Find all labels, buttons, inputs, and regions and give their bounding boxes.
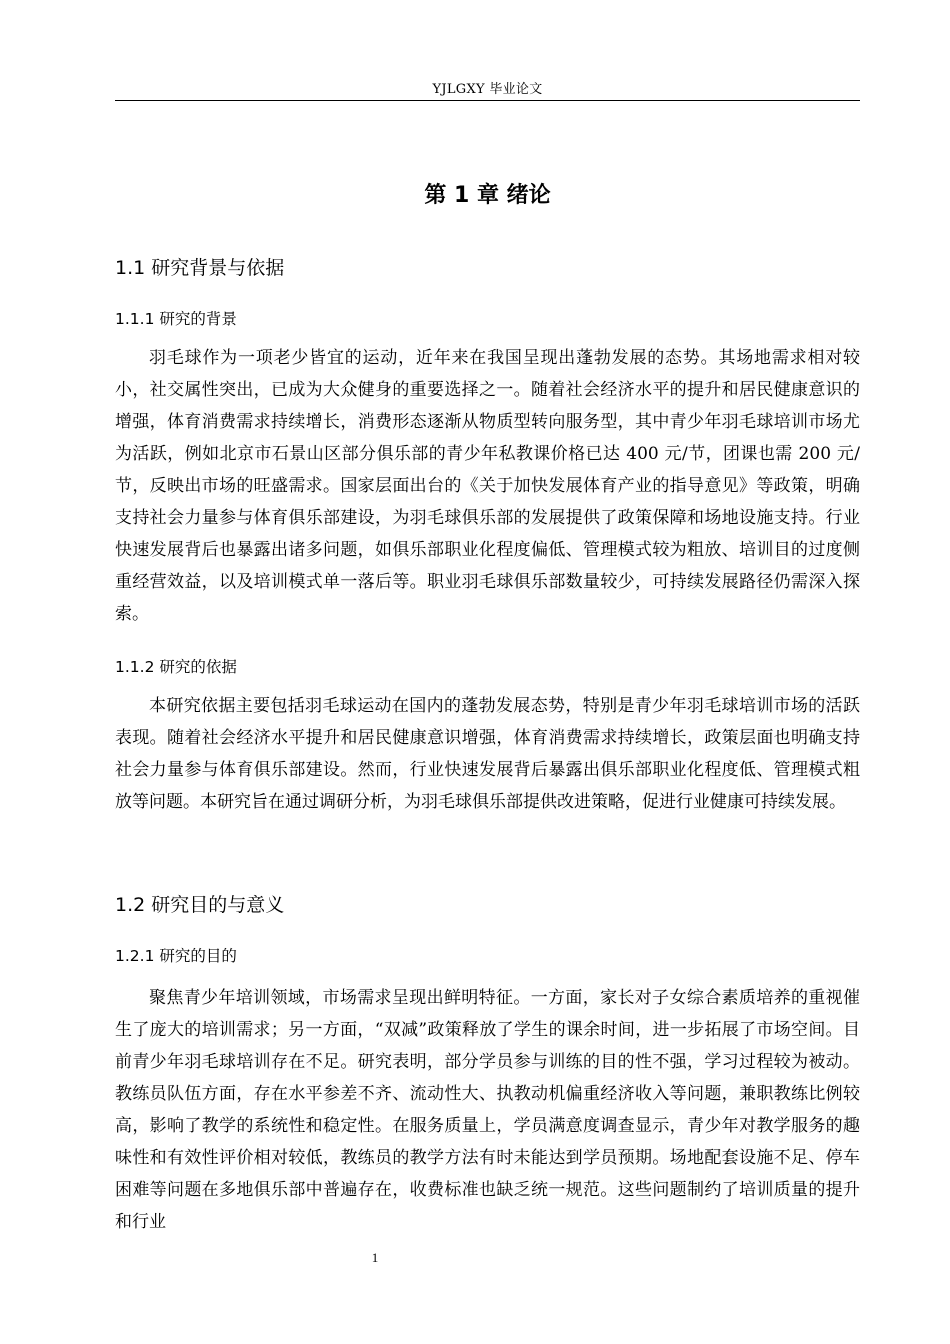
- subsection-heading-1-1-1: 1.1.1 研究的背景: [115, 310, 237, 328]
- header-divider: [115, 100, 860, 101]
- subsection-heading-1-1-2: 1.1.2 研究的依据: [115, 658, 237, 676]
- subsection-heading-1-2-1: 1.2.1 研究的目的: [115, 947, 237, 965]
- paragraph-basis: 本研究依据主要包括羽毛球运动在国内的蓬勃发展态势，特别是青少年羽毛球培训市场的活跃表现。随着社会经济水平提升和居民健康意识增强，体育消费需求持续增长，政策层面也明确支持社会力量参与体育俱乐部建设。然而，行业快速发展背后暴露出俱乐部职业化程度低、管理模式粗放等问题。本研究旨在通过调研分析，为羽毛球俱乐部提供改进策略，促进行业健康可持续发展。: [115, 696, 860, 812]
- page-number: 1: [371, 1250, 379, 1265]
- chapter-title: 第 1 章 绪论: [424, 183, 551, 208]
- paragraph-background: 羽毛球作为一项老少皆宜的运动，近年来在我国呈现出蓬勃发展的态势。其场地需求相对较小，社交属性突出，已成为大众健身的重要选择之一。随着社会经济水平的提升和居民健康意识的增强，体育消费需求持续增长，消费形态逐渐从物质型转向服务型，其中青少年羽毛球培训市场尤为活跃，例如北京市石景山区部分俱乐部的青少年私教课价格已达 400 元/节，团课也需 200 元/节，反映出市场的旺盛需求。国家层面出台的《关于加快发展体育产业的指导意见》等政策，明确支持社会力量参与体育俱乐部建设，为羽毛球俱乐部的发展提供了政策保障和场地设施支持。行业快速发展背后也暴露出诸多问题，如俱乐部职业化程度偏低、管理模式较为粗放、培训目的过度侧重经营效益，以及培训模式单一落后等。职业羽毛球俱乐部数量较少，可持续发展路径仍需深入探索。: [115, 348, 860, 624]
- paragraph-purpose: 聚焦青少年培训领域，市场需求呈现出鲜明特征。一方面，家长对子女综合素质培养的重视催生了庞大的培训需求；另一方面，“双减”政策释放了学生的课余时间，进一步拓展了市场空间。目前青少年羽毛球培训存在不足。研究表明，部分学员参与训练的目的性不强，学习过程较为被动。教练员队伍方面，存在水平参差不齐、流动性大、执教动机偏重经济收入等问题，兼职教练比例较高，影响了教学的系统性和稳定性。在服务质量上，学员满意度调查显示，青少年对教学服务的趣味性和有效性评价相对较低，教练员的教学方法有时未能达到学员预期。场地配套设施不足、停车困难等问题在多地俱乐部中普遍存在，收费标准也缺乏统一规范。这些问题制约了培训质量的提升和行业: [115, 988, 860, 1232]
- section-heading-1-1: 1.1 研究背景与依据: [115, 257, 285, 279]
- section-heading-1-2: 1.2 研究目的与意义: [115, 894, 285, 916]
- running-header: YJLGXY 毕业论文: [432, 82, 543, 97]
